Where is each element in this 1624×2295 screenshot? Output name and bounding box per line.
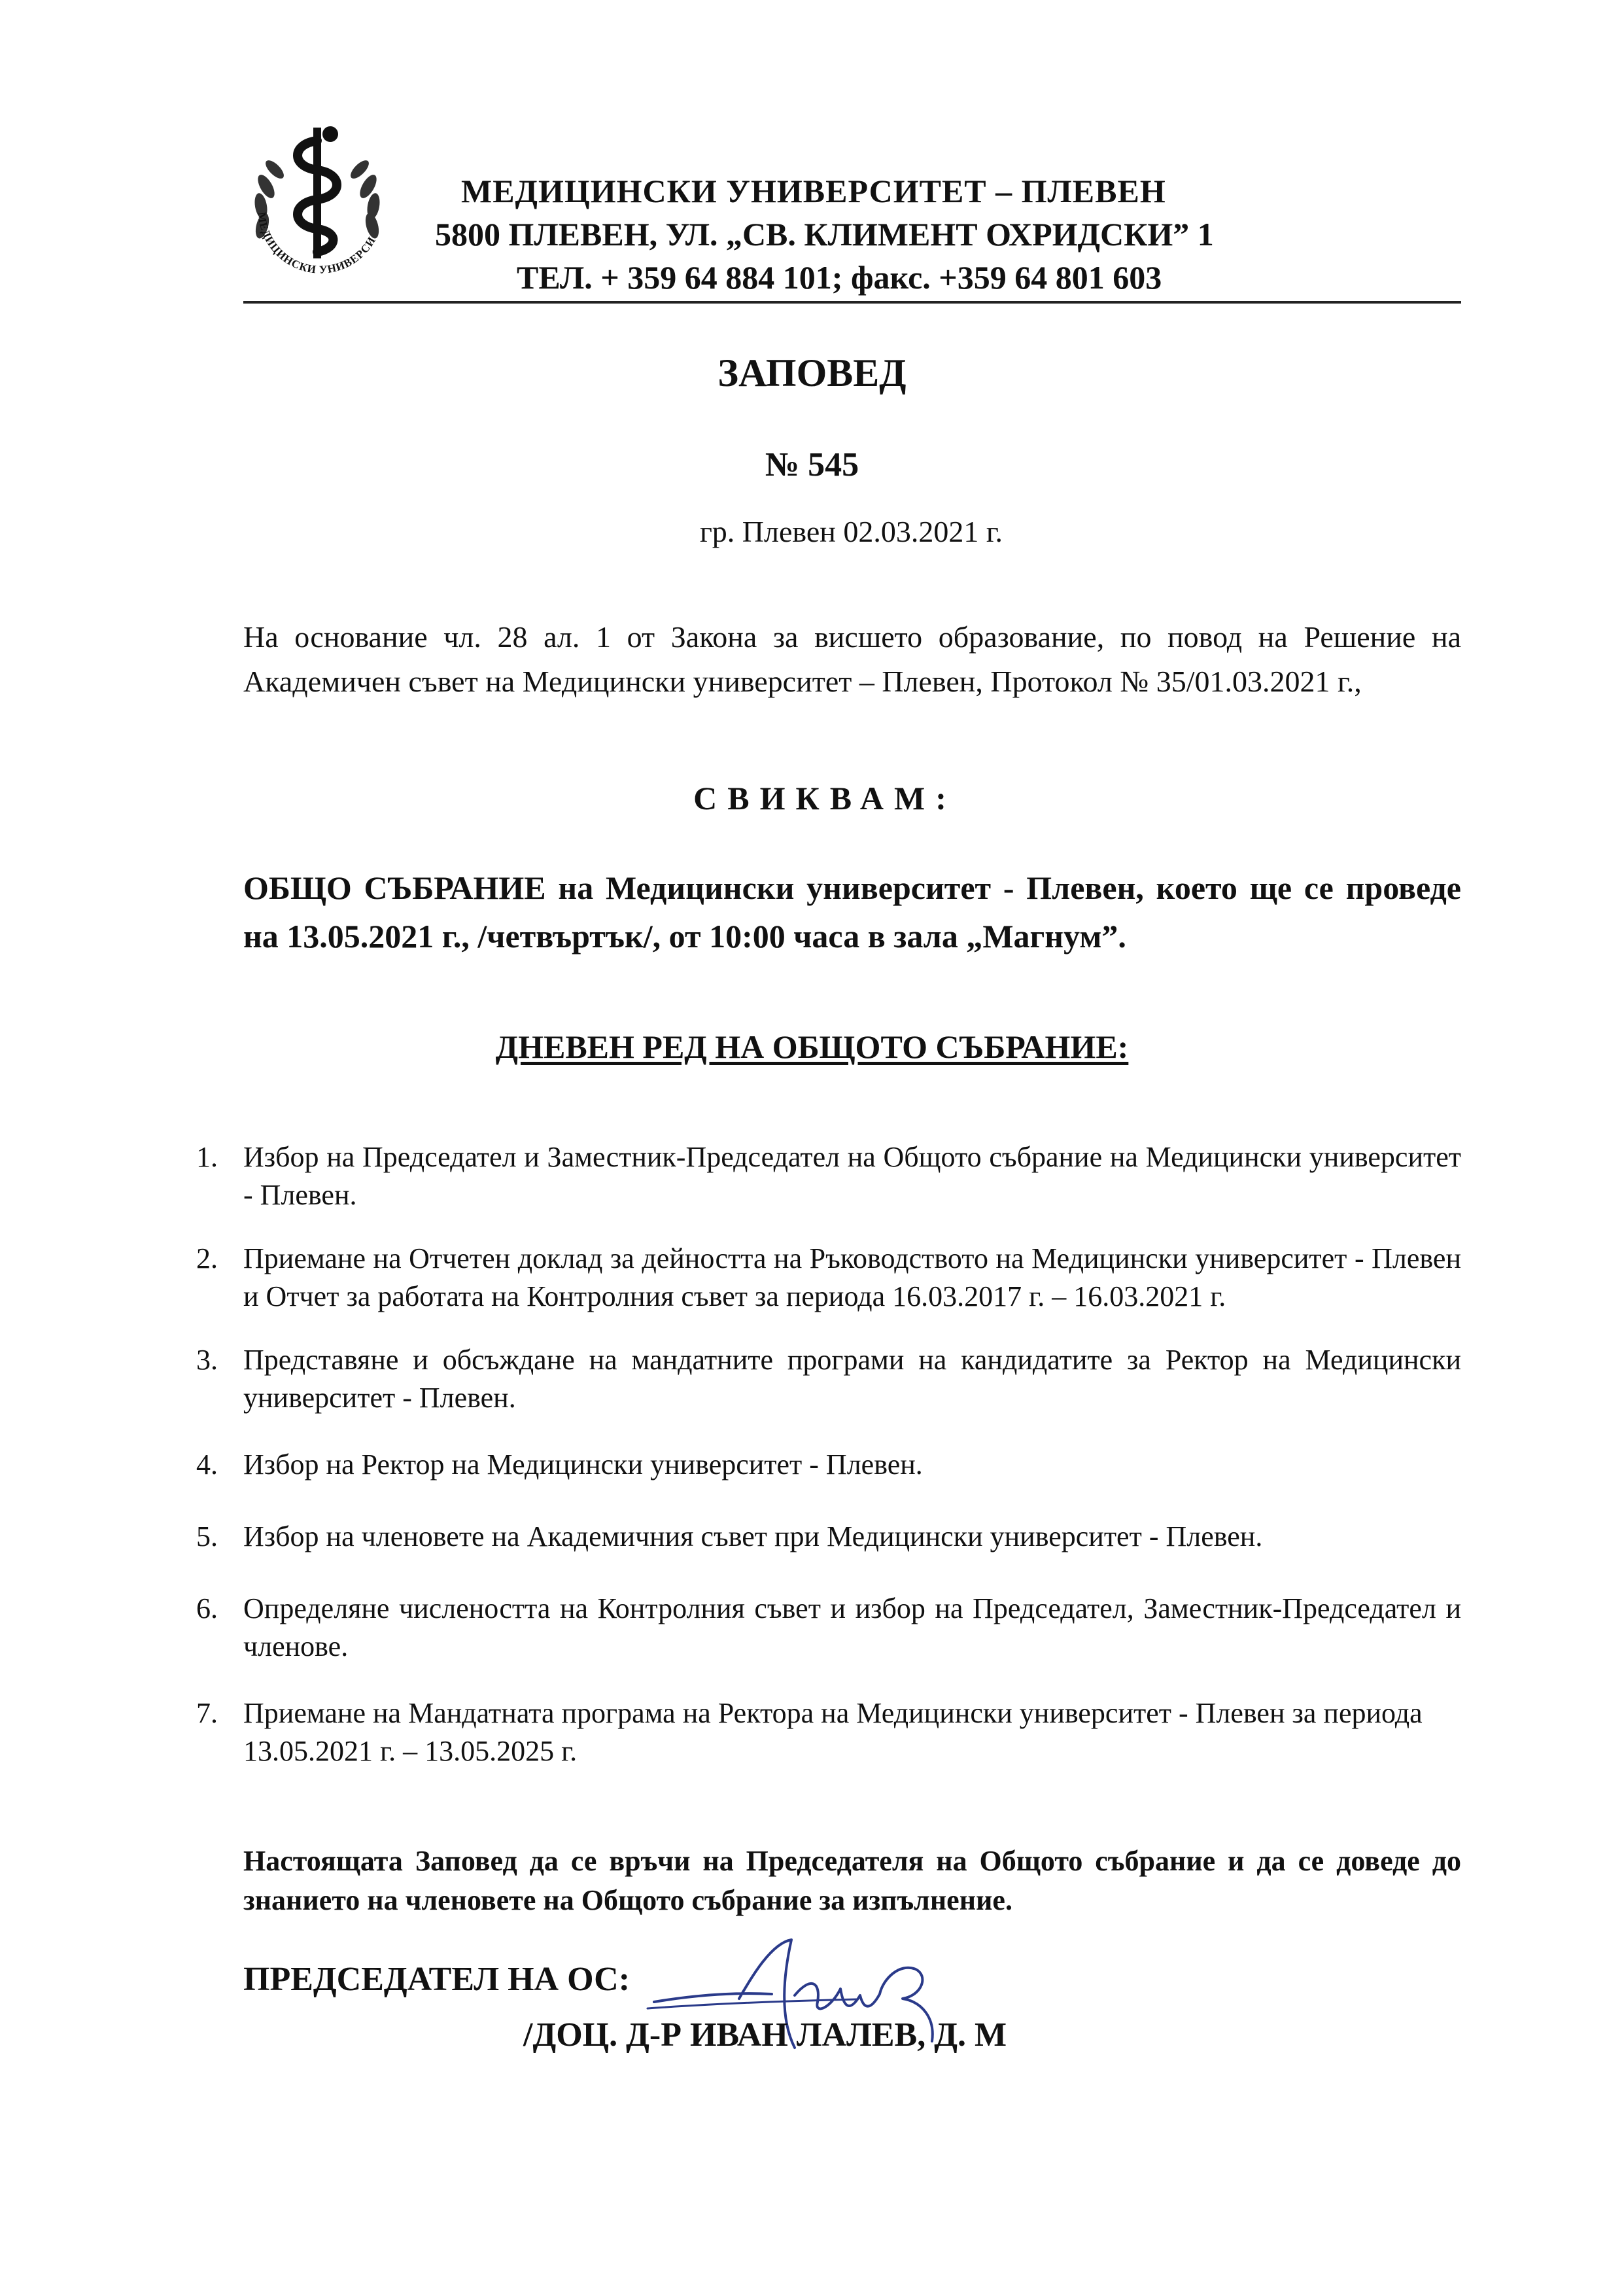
legal-basis-paragraph: На основание чл. 28 ал. 1 от Закона за висшето образование, по повод на Решение на Академичен съвет на Медицински университет – Плевен, Протокол № 35/01.03.2021 г., bbox=[243, 620, 1461, 698]
agenda-item-number: 6. bbox=[196, 1592, 218, 1624]
order-number: № 545 bbox=[765, 446, 859, 483]
chairman-name: /ДОЦ. Д-Р ИВАН ЛАЛЕВ, Д. М bbox=[523, 2016, 1007, 2054]
agenda-item-number: 5. bbox=[196, 1520, 218, 1552]
university-address: 5800 ПЛЕВЕН, УЛ. „СВ. КЛИМЕНТ ОХРИДСКИ” 1 bbox=[435, 216, 1214, 253]
agenda-item-number: 1. bbox=[196, 1141, 218, 1173]
chairman-label: ПРЕДСЕДАТЕЛ НА ОС: bbox=[243, 1961, 631, 1998]
agenda-item-text: Избор на Председател и Заместник-Председател на Общото събрание на Медицински университет - Плевен. bbox=[243, 1141, 1461, 1211]
svg-text:МЕДИЦИНСКИ УНИВЕРСИТЕТ ПЛЕВЕН: МЕДИЦИНСКИ УНИВЕРСИ bbox=[255, 211, 379, 276]
closing-instruction: Настоящата Заповед да се връчи на Председателя на Общото събрание и да се доведе до знанието на членовете на Общото събрание за изпълнение. bbox=[243, 1845, 1461, 1916]
agenda-item-text: Избор на Ректор на Медицински университет - Плевен. bbox=[243, 1448, 923, 1480]
seal-emblem-icon bbox=[232, 114, 402, 291]
convene-heading: СВИКВАМ: bbox=[693, 780, 957, 816]
agenda-item-number: 7. bbox=[196, 1697, 218, 1729]
university-name: МЕДИЦИНСКИ УНИВЕРСИТЕТ – ПЛЕВЕН bbox=[461, 173, 1166, 209]
document-title: ЗАПОВЕД bbox=[717, 351, 907, 394]
agenda-title: ДНЕВЕН РЕД НА ОБЩОТО СЪБРАНИЕ: bbox=[495, 1028, 1129, 1065]
university-contacts: ТЕЛ. + 359 64 884 101; факс. +359 64 801 603 bbox=[517, 259, 1162, 296]
agenda-item-text: Представяне и обсъждане на мандатните програми на кандидатите за Ректор на Медицински университет - Плевен. bbox=[243, 1344, 1461, 1414]
place-and-date: гр. Плевен 02.03.2021 г. bbox=[699, 515, 1003, 548]
agenda-item-text: Определяне числеността на Контролния съвет и избор на Председател, Заместник-Председател и членове. bbox=[243, 1592, 1461, 1662]
agenda-item-text: Приемане на Мандатната програма на Ректора на Медицински университет - Плевен за периода 13.05.2021 г. – 13.05.2025 г. bbox=[243, 1697, 1423, 1767]
agenda-item-text: Избор на членовете на Академичния съвет при Медицински университет - Плевен. bbox=[243, 1520, 1263, 1552]
agenda-item-number: 2. bbox=[196, 1242, 218, 1274]
assembly-announcement: ОБЩО СЪБРАНИЕ на Медицински университет - Плевен, което ще се проведе на 13.05.2021 г., /четвъртък/, от 10:00 часа в зала „Магнум”. bbox=[243, 869, 1461, 955]
agenda-item-number: 3. bbox=[196, 1344, 218, 1376]
university-seal-logo bbox=[232, 114, 402, 291]
header-divider bbox=[243, 301, 1461, 304]
agenda-item-number: 4. bbox=[196, 1448, 218, 1480]
agenda-item-text: Приемане на Отчетен доклад за дейността на Ръководството на Медицински университет - Плевен и Отчет за работата на Контролния съвет за периода 16.03.2017 г. – 16.03.2021 г. bbox=[243, 1242, 1461, 1312]
